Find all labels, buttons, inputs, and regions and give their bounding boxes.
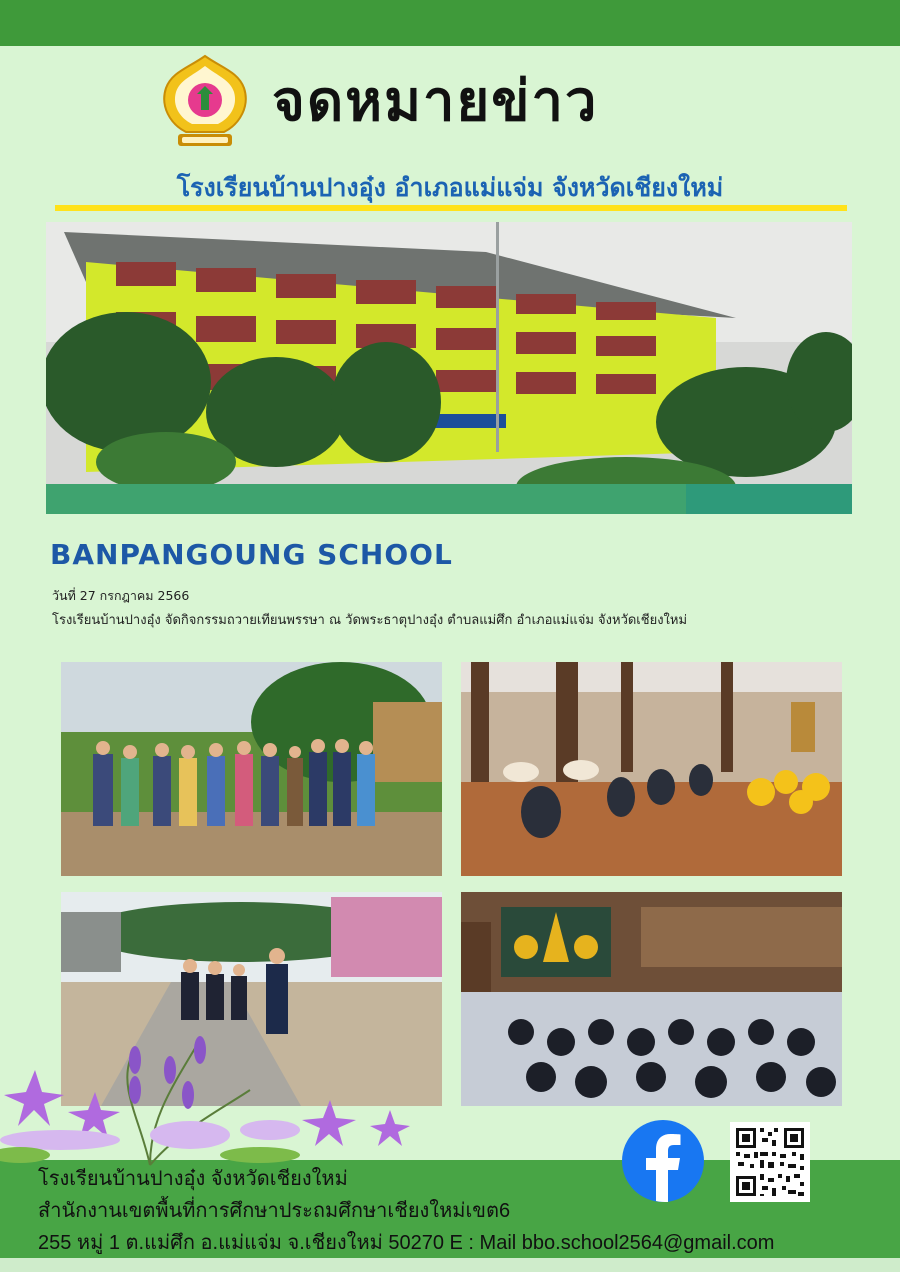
newsletter-title: จดหมายข่าว <box>272 69 599 134</box>
footer-strip <box>0 1258 900 1272</box>
school-building-photo <box>46 222 852 514</box>
divider <box>55 205 847 211</box>
activity-photo-ceremony <box>461 892 842 1106</box>
event-description: โรงเรียนบ้านปางอุ๋ง จัดกิจกรรมถวายเทียนพรรษา ณ วัดพระธาตุปางอุ๋ง ตำบลแม่ศึก อำเภอแม่แจ่ม จังหวัดเชียงใหม่ <box>52 613 688 628</box>
school-name-heading: BANPANGOUNG SCHOOL <box>50 538 453 571</box>
school-location-subtitle: โรงเรียนบ้านปางอุ๋ง อำเภอแม่แจ่ม จังหวัดเชียงใหม่ <box>176 173 724 202</box>
footer-school-name: โรงเรียนบ้านปางอุ๋ง จังหวัดเชียงใหม่ <box>38 1168 348 1190</box>
footer-address-email: 255 หมู่ 1 ต.แม่ศึก อ.แม่แจ่ม จ.เชียงใหม่ 50270 E : Mail bbo.school2564@gmail.com <box>38 1232 775 1254</box>
footer-office-name: สำนักงานเขตพื้นที่การศึกษาประถมศึกษาเชียงใหม่เขต6 <box>38 1200 511 1222</box>
facebook-icon[interactable] <box>622 1120 704 1202</box>
activity-photo-hall <box>461 662 842 876</box>
event-date: วันที่ 27 กรกฎาคม 2566 <box>52 588 190 603</box>
activity-photo-group <box>61 662 442 876</box>
qr-code <box>730 1122 810 1202</box>
top-banner-bar <box>0 0 900 46</box>
decorative-flowers <box>0 1030 420 1170</box>
school-logo <box>160 54 250 150</box>
